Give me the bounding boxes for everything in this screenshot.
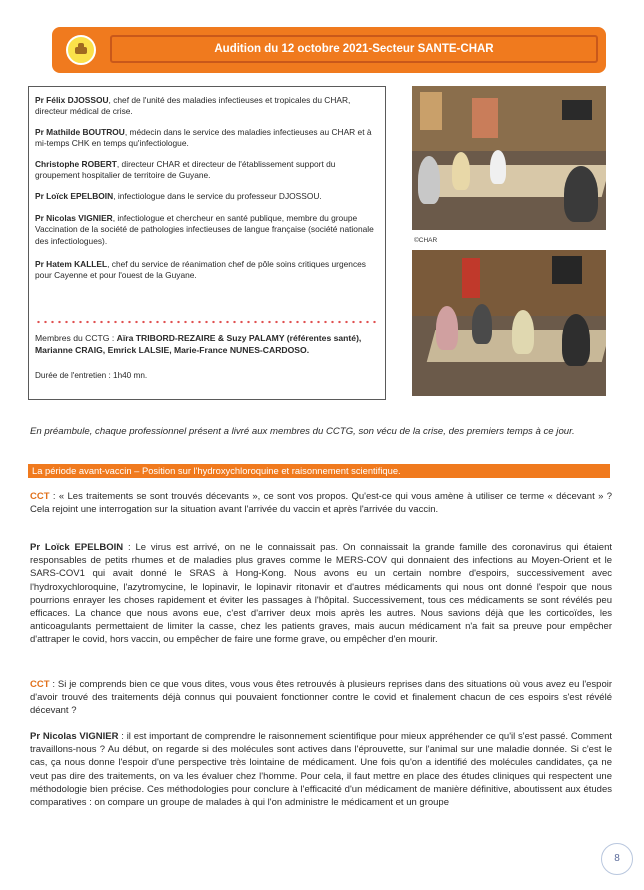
member-item: Christophe ROBERT, directeur CHAR et directeur de l'établissement support du groupement hospitalier de territoire de Guyane.: [35, 159, 336, 181]
photo-credit: ©CHAR: [414, 237, 438, 244]
page-title: Audition du 12 octobre 2021-Secteur SANTE-CHAR: [110, 35, 598, 63]
dialogue-paragraph: CCT : « Les traitements se sont trouvés décevants », ce sont vos propos. Qu'est-ce qui vous amène à utiliser ce terme « décevant » ? Cela rejoint une interrogation sur la situation avant l'arrivée du vaccin et après l'arrivée du vaccin.: [30, 491, 612, 516]
member-item: Pr Loïck EPELBOIN, infectiologue dans le service du professeur DJOSSOU.: [35, 191, 322, 201]
meeting-photo-2: [412, 250, 606, 396]
member-item: Pr Mathilde BOUTROU, médecin dans le service des maladies infectieuses au CHAR et à mi-temps CHK en temps qu'infectiologue.: [35, 127, 372, 149]
member-item: Pr Hatem KALLEL, chef du service de réanimation chef de pôle soins critiques urgences pour Cayenne et pour l'ouest de la Guyane.: [35, 259, 366, 281]
dialogue-paragraph: Pr Nicolas VIGNIER : il est important de comprendre le raisonnement scientifique pour mieux appréhender ce qu'il s'est passé. Comment travaillons-nous ? Au début, on regarde si des molécules sont actives dans l'éprouvette, sur l'animal sur une maladie donnée. Si c'est le cas, ça nous donne l'espoir d'une perspective très lointaine de médicament. Une fois qu'on a identifié des molécules candidates, ça ne veut pas dire des traitements, on va les évaluer chez l'homme. Pour cela, il faut mettre en place des études cliniques qui respectent une méthodologie bien précise. Ces méthodologies pour conclure à l'efficacité d'un médicament de manière définitive, aboutissent aux études comparatives : on compare un groupe de malades à qui l'on administre le médicament et un groupe: [30, 731, 612, 809]
interview-duration: Durée de l'entretien : 1h40 mn.: [35, 371, 148, 380]
dialogue-paragraph: Pr Loïck EPELBOIN : Le virus est arrivé, on ne le connaissait pas. On connaissait la grande famille des coronavirus qui étaient responsables de petits rhumes et de maladies plus graves comme le MERS-COV qui donnaient des infections au Moyen-Orient et le SARS-COV1 qui avait donné le SRAS à Hong-Kong. Nous avons eu un certain nombre d'espoirs, successivement avec l'hydroxychloroquine, l'azytromycine, le lopinavir, le lopinavir ritonavir et d'autres médicaments qui nous ont donné l'espoir que nous pourrions enrayer les choses rapidement et éviter les passages à l'hôpital. Successivement, tous ces médicaments se sont révélés peu efficaces. La chance que nous avons eue, c'est d'arriver deux mois après les autres. Nous savions déjà que les corticoïdes, les anticoagulants permettaient de limiter la casse, chez les patients graves, mais aucun médicament n'a fait sa preuve pour empêcher d'attraper le covid, hors vaccin, ou empêcher de faire une forme grave, ou empêcher d'en mourir.: [30, 542, 613, 646]
page-header: [52, 27, 606, 73]
participants-panel: [28, 86, 386, 400]
dialogue-paragraph: CCT : Si je comprends bien ce que vous dites, vous vous êtes retrouvés à plusieurs reprises dans des situations où vous avez eu l'espoir d'avoir trouvé des traitements déjà connus qui pouvaient fonctionner contre le covid et finalement chacun de ces espoirs s'est révélé décevant ?: [30, 679, 613, 717]
page-number: 8: [601, 843, 633, 875]
dotted-divider: [35, 320, 379, 324]
member-item: Pr Félix DJOSSOU, chef de l'unité des maladies infectieuses et tropicales du CHAR, directeur médical de crise.: [35, 95, 351, 117]
cctg-members: Membres du CCTG : Aïra TRIBORD-REZAIRE & Suzy PALAMY (référentes santé), Marianne CRAIG, Emrick LALSIE, Marie-France NUNES-CARDOSO.: [35, 333, 362, 355]
car-logo-icon: [66, 35, 96, 65]
meeting-photo-1: [412, 86, 606, 230]
member-item: Pr Nicolas VIGNIER, infectiologue et chercheur en santé publique, membre du groupe Vaccination de la société de pathologies infectieuses de langue française (société nationale des infectiologues).: [35, 213, 374, 246]
intro-text: En préambule, chaque professionnel présent a livré aux membres du CCTG, son vécu de la crise, des premiers temps à ce jour.: [30, 426, 575, 437]
section-heading: La période avant-vaccin – Position sur l'hydroxychloroquine et raisonnement scientifique.: [28, 464, 610, 478]
